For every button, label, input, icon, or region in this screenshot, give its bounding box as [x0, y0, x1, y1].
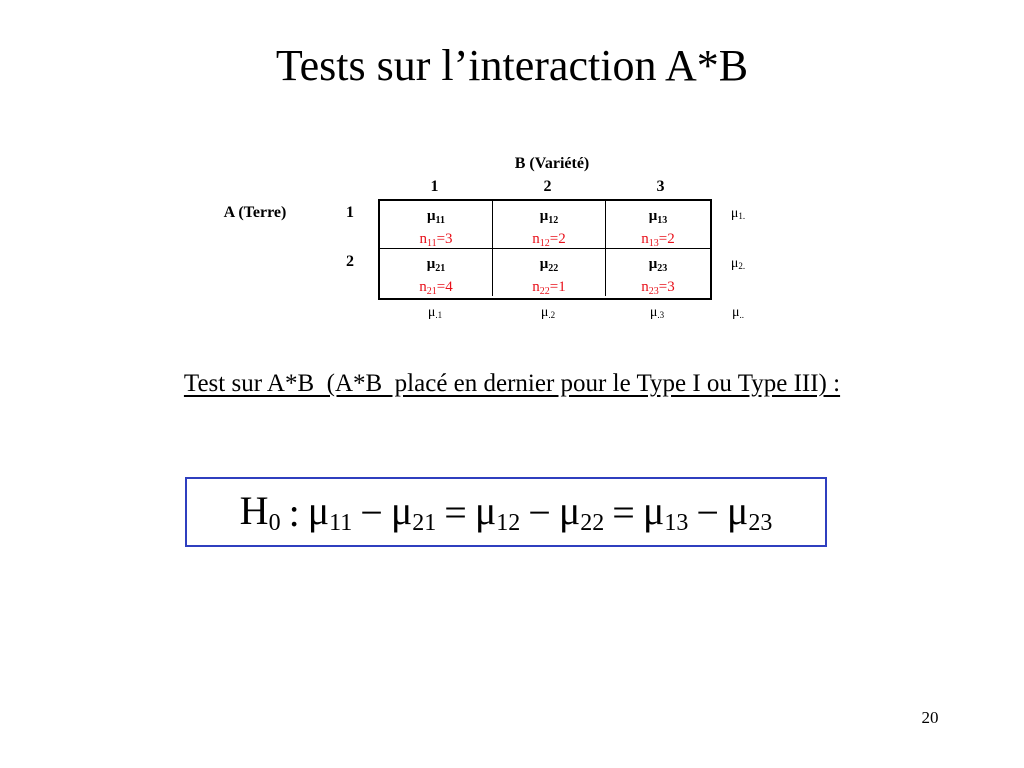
col-margin-mean-3: $\mu_{.3}$: [649, 305, 665, 320]
col-header-2: 2: [543, 178, 552, 195]
hypothesis-operator: =: [612, 489, 635, 535]
hypothesis-term: μ11: [307, 488, 353, 536]
cell-count: $n_{12}=2$: [532, 231, 566, 249]
hypothesis-term: μ21: [390, 488, 437, 536]
factor-a-label: A (Terre): [223, 204, 287, 221]
cell-mean: $\mu_{11}$: [427, 208, 445, 226]
hypothesis-box: [185, 477, 827, 547]
table-cell-23: [606, 249, 710, 296]
hypothesis-operator: =: [444, 489, 467, 535]
hypothesis-term: μ12: [474, 488, 521, 536]
hypothesis-operator: −: [360, 489, 383, 535]
cell-mean: $\mu_{13}$: [648, 208, 668, 226]
cell-count: $n_{11}=3$: [419, 231, 453, 249]
test-heading: Test sur A*B (A*B placé en dernier pour le Type I ou Type III) :: [183, 370, 841, 397]
cell-count: $n_{22}=1$: [532, 279, 566, 297]
col-header-1: 1: [430, 178, 439, 195]
hypothesis-operator: −: [528, 489, 551, 535]
row-margin-mean-1: $\mu_{1.}$: [730, 206, 746, 221]
row-header-2: 2: [346, 253, 354, 270]
cell-count: $n_{23}=3$: [641, 279, 675, 297]
row-margin-mean-2: $\mu_{2.}$: [730, 256, 746, 271]
table-cell-22: [493, 249, 606, 296]
cell-mean: $\mu_{23}$: [648, 256, 668, 274]
cell-count: $n_{13}=2$: [641, 231, 675, 249]
hypothesis-term: μ22: [558, 488, 605, 536]
table-cell-13: [606, 201, 710, 249]
hypothesis-term: μ23: [726, 488, 773, 536]
row-header-1: 1: [346, 204, 354, 221]
hypothesis-colon: :: [288, 489, 300, 535]
table-cell-12: [493, 201, 606, 249]
col-margin-mean-2: $\mu_{.2}$: [540, 305, 556, 320]
cell-mean: $\mu_{21}$: [426, 256, 446, 274]
hypothesis-h: H0: [239, 488, 281, 536]
hypothesis-term: μ13: [642, 488, 689, 536]
hypothesis-operator: −: [696, 489, 719, 535]
means-table: [378, 199, 712, 300]
col-margin-mean-1: $\mu_{.1}$: [427, 305, 443, 320]
page-number: 20: [921, 708, 939, 727]
cell-mean: $\mu_{22}$: [539, 256, 559, 274]
slide-title: Tests sur l’interaction A*B: [275, 41, 749, 90]
cell-count: $n_{21}=4$: [419, 279, 453, 297]
table-cell-11: [380, 201, 493, 249]
cell-mean: $\mu_{12}$: [539, 208, 559, 226]
table-cell-21: [380, 249, 493, 296]
grand-mean: $\mu_{..}$: [731, 305, 744, 320]
factor-b-label: B (Variété): [514, 155, 590, 172]
col-header-3: 3: [656, 178, 665, 195]
